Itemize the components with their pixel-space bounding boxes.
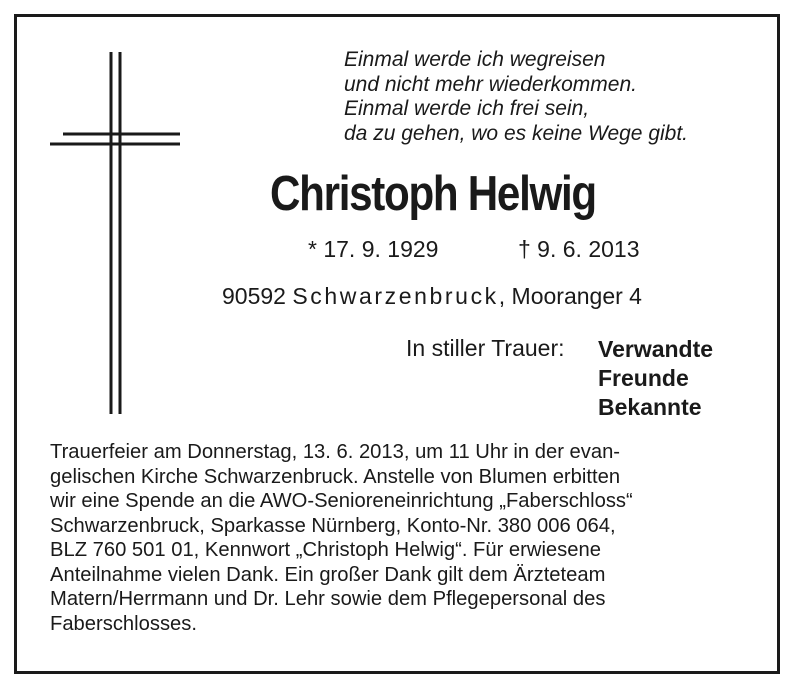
notice-line: Trauerfeier am Donnerstag, 13. 6. 2013, um 11 Uhr in der evan-	[50, 441, 621, 463]
notice-line: Matern/Herrmann und Dr. Lehr sowie dem Pflegepersonal des	[50, 588, 606, 610]
mourner: Verwandte	[598, 336, 714, 362]
mourner: Freunde	[598, 365, 689, 391]
poem-line: da zu gehen, wo es keine Wege gibt.	[344, 121, 689, 145]
street: , Mooranger 4	[498, 283, 642, 309]
poem	[344, 48, 764, 146]
notice-line: Schwarzenbruck, Sparkasse Nürnberg, Konto-Nr. 380 006 064,	[50, 514, 616, 537]
town: Schwarzenbruck	[292, 283, 499, 309]
poem-line: Einmal werde ich wegreisen	[344, 48, 606, 71]
notice-line: Anteilnahme vielen Dank. Ein großer Dank gilt dem Ärzteteam	[50, 563, 606, 586]
mourner: Bekannte	[598, 394, 702, 420]
mourning-label: In stiller Trauer:	[406, 335, 565, 361]
birth-date: * 17. 9. 1929	[308, 236, 439, 262]
postal-code: 90592	[222, 283, 286, 309]
notice-line: wir eine Spende an die AWO-Senioreneinrichtung „Faberschloss“	[50, 490, 633, 512]
address	[222, 283, 642, 310]
death-date: † 9. 6. 2013	[518, 236, 640, 262]
mourners-list	[598, 335, 713, 422]
notice-line: gelischen Kirche Schwarzenbruck. Anstelle von Blumen erbitten	[50, 465, 621, 488]
notice-line: BLZ 760 501 01, Kennwort „Christoph Helwig“. Für erwiesene	[50, 539, 601, 561]
poem-line: und nicht mehr wiederkommen.	[344, 72, 637, 96]
notice-text	[50, 440, 750, 636]
deceased-name: Christoph Helwig	[270, 167, 596, 221]
poem-line: Einmal werde ich frei sein,	[344, 97, 590, 120]
notice-line: Faberschlosses.	[50, 612, 197, 635]
cross-icon	[50, 52, 182, 414]
